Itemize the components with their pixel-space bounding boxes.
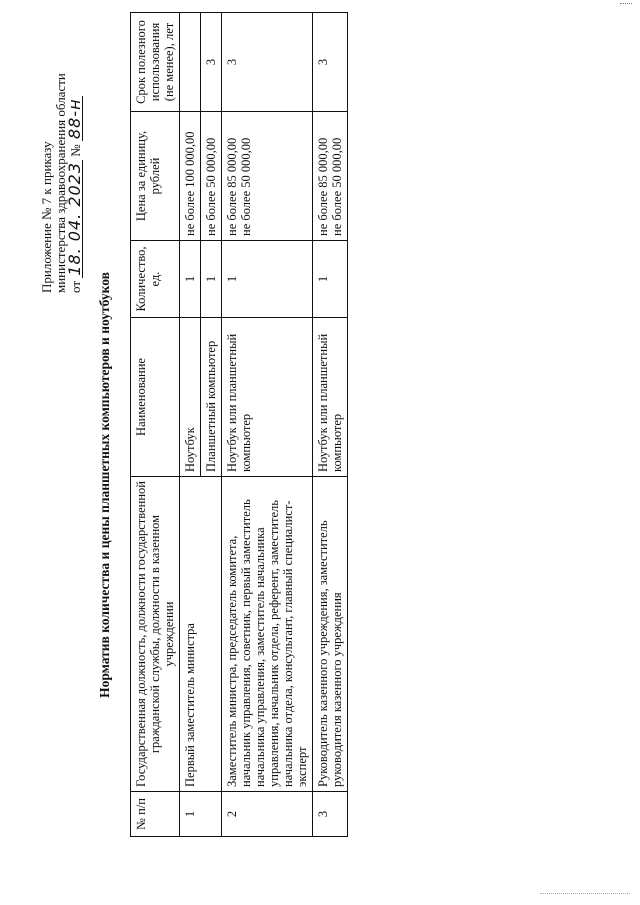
table-row [222, 13, 313, 837]
row-term: 3 [222, 13, 313, 112]
row-price [222, 112, 313, 241]
appendix-line-2: министерства здравоохранения области [53, 73, 68, 293]
from-prefix: от [68, 280, 83, 293]
handwritten-number: 88-н [65, 98, 84, 140]
row-price [313, 112, 348, 241]
row-num: 2 [222, 792, 313, 837]
appendix-date-line [65, 43, 84, 293]
row-qty: 1 [201, 241, 222, 318]
header-price: Цена за единицу, рублей [131, 112, 180, 241]
header-name: Наименование [131, 318, 180, 477]
table-header-row [131, 13, 180, 837]
table-row [180, 13, 201, 837]
row-price-line: не более 85 000,00 [316, 137, 330, 236]
row-name: Ноутбук [180, 318, 201, 477]
handwritten-date: 18. 04. 2023 [65, 161, 84, 276]
row-price-line: не более 50 000,00 [239, 137, 253, 236]
row-term [180, 13, 201, 112]
row-term: 3 [201, 13, 222, 112]
row-name: Ноутбук или планшетный компьютер [222, 318, 313, 477]
number-prefix: № [68, 144, 83, 157]
header-position: Государственная должность, должности государственной гражданской службы, должности в казенном учреждении [131, 477, 180, 792]
row-position: Заместитель министра, председатель комитета, начальник управления, советник, первый заместитель начальника управления, заместитель начальника управления, начальник отдела, референт, заместитель начальника отдела, консультант, главный специалист-эксперт [222, 477, 313, 792]
header-qty: Количество, ед. [131, 241, 180, 318]
table-row [313, 13, 348, 837]
row-term: 3 [313, 13, 348, 112]
row-price-line: не более 50 000,00 [330, 137, 344, 236]
document-title: Норматив количества и цены планшетных компьютеров и ноутбуков [97, 272, 112, 698]
row-price: не более 50 000,00 [201, 112, 222, 241]
row-price: не более 100 000,00 [180, 112, 201, 241]
row-qty: 1 [222, 241, 313, 318]
norms-table [130, 12, 348, 837]
header-num: № п/п [131, 792, 180, 837]
row-num: 1 [180, 792, 222, 837]
appendix-line-1: Приложение № 7 к приказу [39, 141, 54, 293]
row-position: Первый заместитель министра [180, 477, 222, 792]
appendix-header [40, 43, 83, 293]
row-name: Планшетный компьютер [201, 318, 222, 477]
row-num: 3 [313, 792, 348, 837]
header-term: Срок полезного использования (не менее), лет [131, 13, 180, 112]
row-name: Ноутбук или планшетный компьютер [313, 318, 348, 477]
row-price-line: не более 85 000,00 [225, 137, 239, 236]
row-qty: 1 [180, 241, 201, 318]
row-position: Руководитель казенного учреждения, заместитель руководителя казенного учреждения [313, 477, 348, 792]
row-qty: 1 [313, 241, 348, 318]
